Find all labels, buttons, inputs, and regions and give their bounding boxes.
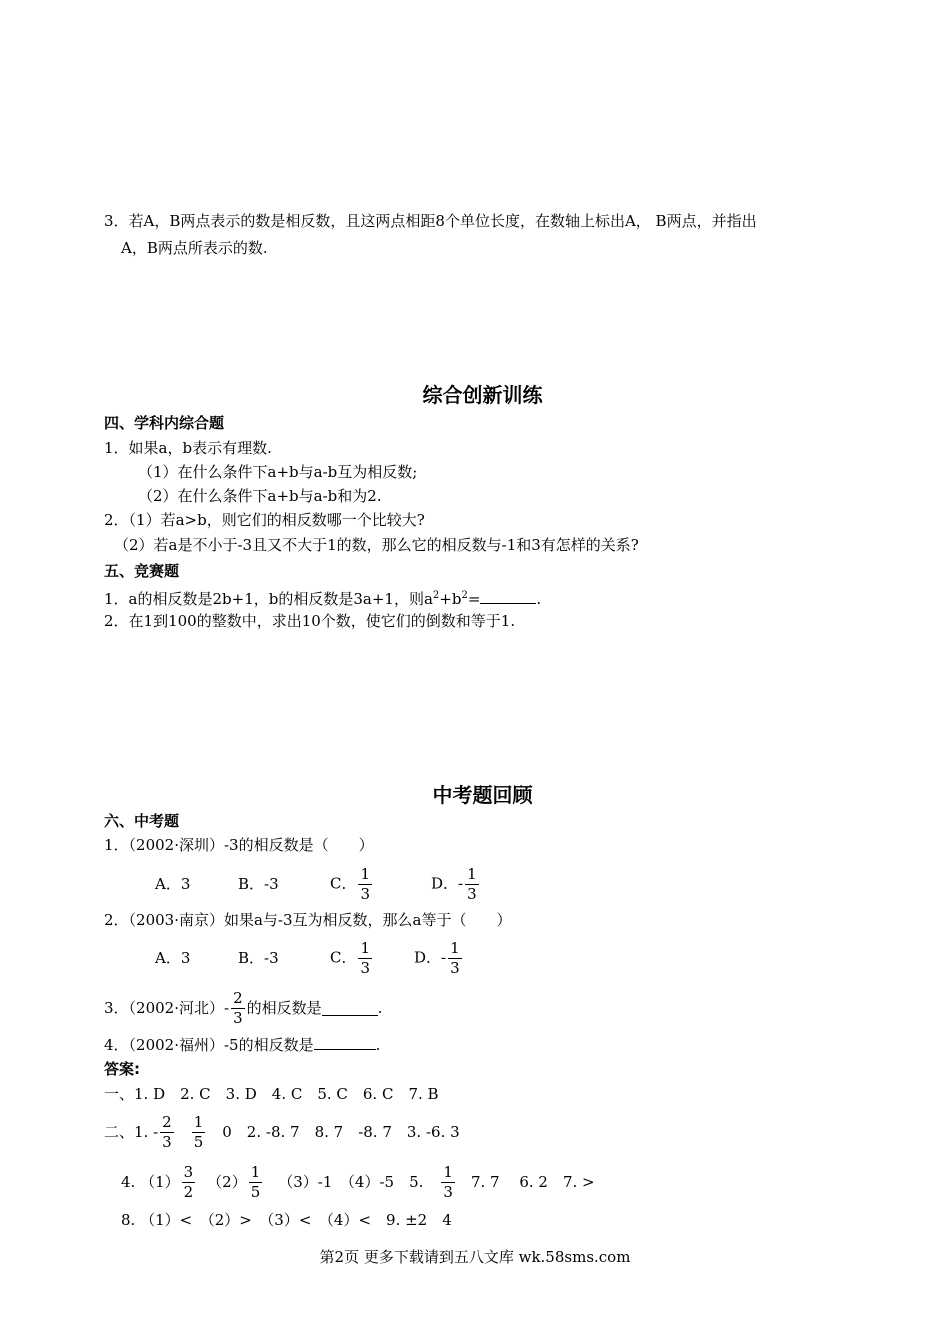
answers-row-3-c: （3）-1 （4）-5 5. [278, 1173, 424, 1191]
exam-question-2-options [155, 936, 464, 980]
option-d [414, 938, 464, 977]
denominator: 2 [183, 1182, 194, 1201]
option-d-label: D．- [431, 874, 464, 892]
numerator: 1 [193, 1112, 204, 1131]
fraction-one-fifth [192, 1112, 206, 1151]
option-b: B．-3 [238, 949, 279, 967]
option-b: B．-3 [238, 875, 279, 893]
answers-row-3-d: 7. 7 6. 2 7. > [470, 1173, 595, 1191]
question-3-line1: 3．若A，B两点表示的数是相反数，且这两点相距8个单位长度，在数轴上标出A， B两点，并指出 [104, 212, 757, 230]
option-a: A．3 [155, 875, 191, 893]
answers-row-3 [121, 1160, 595, 1204]
exam-question-3-end: . [377, 999, 383, 1017]
denominator: 3 [360, 884, 371, 903]
denominator: 3 [360, 958, 371, 977]
fraction-one-third [448, 938, 462, 977]
denominator: 3 [467, 884, 477, 903]
option-c [330, 864, 431, 903]
comp-question-1-part2: （2）在什么条件下a+b与a-b和为2. [138, 487, 382, 505]
section-title-comprehensive: 综合创新训练 [422, 383, 543, 407]
option-a: A．3 [155, 949, 191, 967]
heading-section-4: 四、学科内综合题 [104, 414, 225, 432]
denominator: 5 [193, 1132, 204, 1151]
answers-heading: 答案: [104, 1060, 140, 1078]
answer-blank [322, 1001, 378, 1016]
numerator: 1 [360, 864, 371, 883]
denominator: 3 [450, 958, 460, 977]
answers-row-3-a: 4. （1） [121, 1173, 180, 1191]
fraction-one-fifth [249, 1162, 263, 1201]
denominator: 3 [233, 1008, 243, 1027]
numerator: 1 [443, 1162, 453, 1181]
exam-question-4-end: . [375, 1036, 381, 1054]
option-c-label: C． [330, 948, 357, 966]
contest-question-2: 2．在1到100的整数中，求出10个数，使它们的倒数和等于1. [104, 612, 516, 630]
fraction-one-third [358, 864, 372, 903]
answer-blank [480, 589, 536, 604]
comp-question-2-part2: （2）若a是不小于-3且又不大于1的数，那么它的相反数与-1和3有怎样的关系? [114, 536, 639, 554]
fraction-two-thirds [231, 988, 245, 1027]
contest-question-1-end: . [536, 590, 542, 608]
question-3-line2: A，B两点所表示的数. [121, 239, 268, 257]
exam-question-3-text: 3．（2002·河北）- [104, 999, 230, 1017]
heading-section-5: 五、竞赛题 [104, 562, 180, 580]
numerator: 1 [450, 938, 460, 957]
heading-section-6: 六、中考题 [104, 812, 180, 830]
option-c [330, 938, 414, 977]
numerator: 1 [250, 1162, 261, 1181]
numerator: 1 [360, 938, 371, 957]
comp-question-1: 1．如果a，b表示有理数. [104, 439, 272, 457]
exponent: 2 [461, 590, 468, 601]
answer-blank [314, 1035, 376, 1050]
exam-question-3-suffix: 的相反数是 [246, 999, 322, 1017]
answers-row-4: 8. （1）< （2）> （3）< （4）< 9. ±2 4 [121, 1211, 452, 1229]
answers-row-1: 一、1. D 2. C 3. D 4. C 5. C 6. C 7. B [104, 1085, 439, 1103]
numerator: 2 [162, 1112, 172, 1131]
fraction-one-third [465, 864, 479, 903]
page-footer: 第2页 更多下载请到五八文库 wk.58sms.com [319, 1248, 631, 1266]
fraction-one-third [358, 938, 372, 977]
exponent: 2 [432, 590, 440, 601]
contest-question-1-mid: +b [439, 590, 462, 608]
option-c-label: C． [330, 874, 357, 892]
fraction-one-third [441, 1162, 455, 1201]
exam-question-4-text: 4．（2002·福州）-5的相反数是 [104, 1036, 314, 1054]
numerator: 1 [467, 864, 477, 883]
exam-question-1-options [155, 862, 481, 906]
exam-question-4 [104, 1035, 380, 1055]
contest-question-1-eq: = [467, 590, 481, 608]
section-title-exam: 中考题回顾 [432, 783, 533, 807]
answers-row-2-rest: 0 2. -8. 7 8. 7 -8. 7 3. -6. 3 [207, 1123, 460, 1141]
denominator: 5 [250, 1182, 261, 1201]
contest-question-1 [104, 586, 541, 609]
fraction-three-halves [182, 1162, 196, 1201]
comp-question-1-part1: （1）在什么条件下a+b与a-b互为相反数; [138, 463, 418, 481]
exam-question-2: 2．（2003·南京）如果a与-3互为相反数，那么a等于（ ） [104, 911, 512, 929]
denominator: 3 [443, 1182, 453, 1201]
answers-row-3-b: （2） [207, 1173, 247, 1191]
comp-question-2-part1: 2．（1）若a>b，则它们的相反数哪一个比较大? [104, 511, 425, 529]
answers-row-2-prefix: 二、1. - [104, 1123, 159, 1141]
numerator: 2 [233, 988, 243, 1007]
exam-question-3 [104, 986, 382, 1030]
contest-question-1-text: 1．a的相反数是2b+1，b的相反数是3a+1，则a [104, 590, 433, 608]
exam-question-1: 1．（2002·深圳）-3的相反数是（ ） [104, 836, 374, 854]
answers-row-2 [104, 1110, 460, 1154]
option-d [431, 864, 481, 903]
fraction-two-thirds [160, 1112, 174, 1151]
denominator: 3 [162, 1132, 172, 1151]
option-d-label: D．- [414, 948, 447, 966]
numerator: 3 [183, 1162, 194, 1181]
